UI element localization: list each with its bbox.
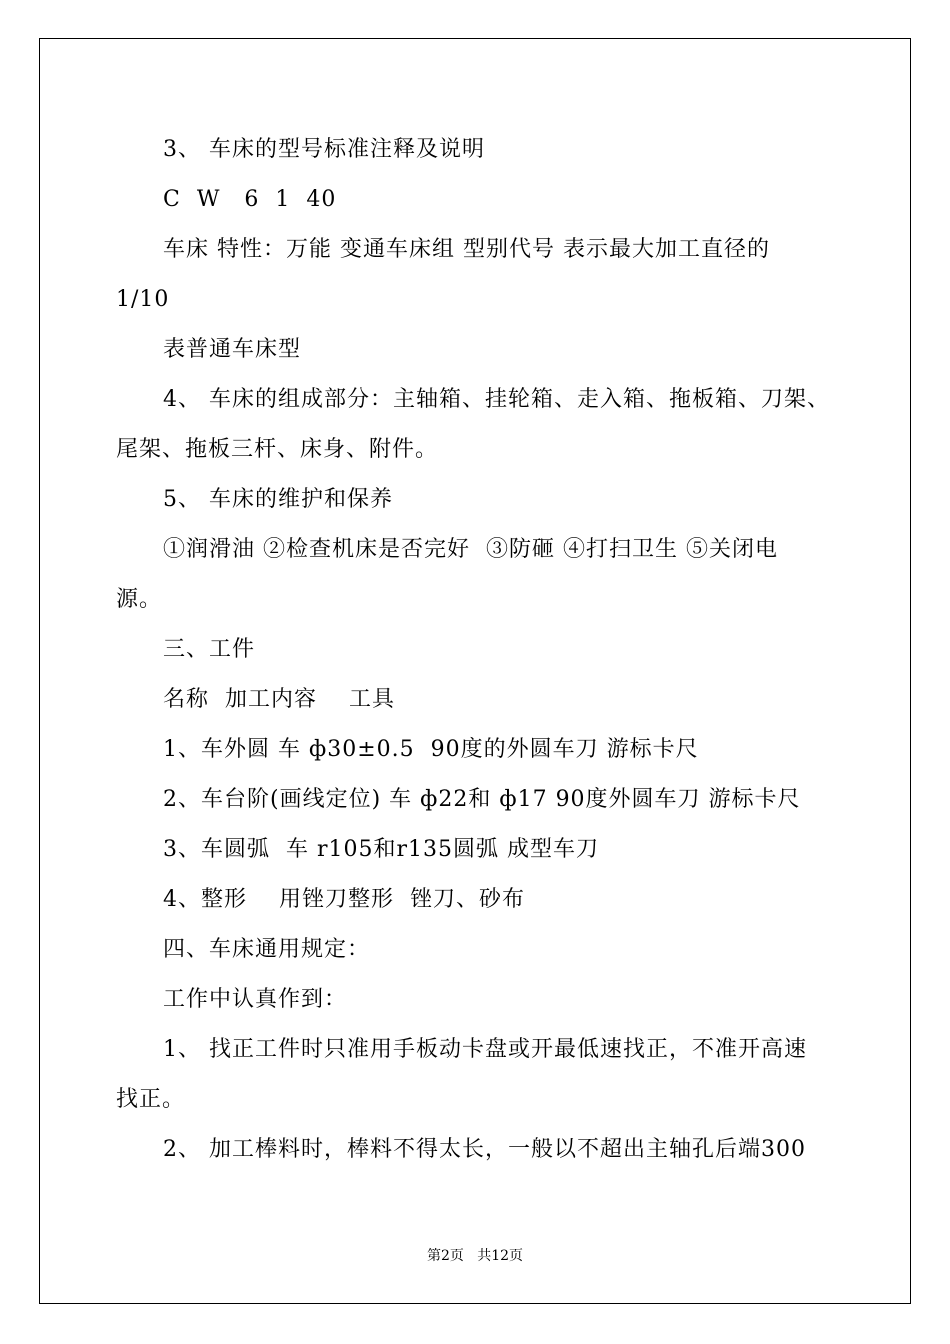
maintenance-steps-continued: 源。 [116,587,163,612]
workpiece-row-4: 4、整形 用锉刀整形 锉刀、砂布 [163,887,525,912]
rule-1-line: 1、 找正工件时只准用手板动卡盘或开最低速找正，不准开高速 [163,1037,807,1062]
model-code-line: C W 6 1 40 [163,187,337,212]
rule-1-continued: 找正。 [116,1087,186,1112]
section-workpiece-heading: 三、工件 [163,637,256,662]
workpiece-row-1: 1、车外圆 车 ф30±0.5 90度的外圆车刀 游标卡尺 [163,737,699,762]
section-lathe-components: 4、 车床的组成部分：主轴箱、挂轮箱、走入箱、拖板箱、刀架、 [163,387,830,412]
section-general-rules-heading: 四、车床通用规定： [163,937,371,962]
workpiece-row-3: 3、车圆弧 车 r105和r135圆弧 成型车刀 [163,837,599,862]
maintenance-steps-line: ①润滑油 ②检查机床是否完好 ③防砸 ④打扫卫生 ⑤关闭电 [163,537,778,562]
workpiece-table-header: 名称 加工内容 工具 [163,687,395,712]
rule-2-line: 2、 加工棒料时，棒料不得太长，一般以不超出主轴孔后端300 [163,1137,806,1162]
page-border [39,38,911,1304]
section-lathe-model-heading: 3、 车床的型号标准注释及说明 [163,137,485,162]
section-lathe-maintenance: 5、 车床的维护和保养 [163,487,393,512]
workpiece-row-2: 2、车台阶(画线定位) 车 ф22和 ф17 90度外圆车刀 游标卡尺 [163,787,801,812]
page-number-footer: 第2页 共12页 [426,1248,524,1264]
lathe-components-continued: 尾架、拖板三杆、床身、附件。 [116,437,439,462]
model-explanation-line: 车床 特性：万能 变通车床组 型别代号 表示最大加工直径的 [163,237,770,262]
general-rules-intro: 工作中认真作到： [163,987,348,1012]
model-type-line: 表普通车床型 [163,337,302,362]
model-explanation-continued: 1/10 [116,287,170,312]
